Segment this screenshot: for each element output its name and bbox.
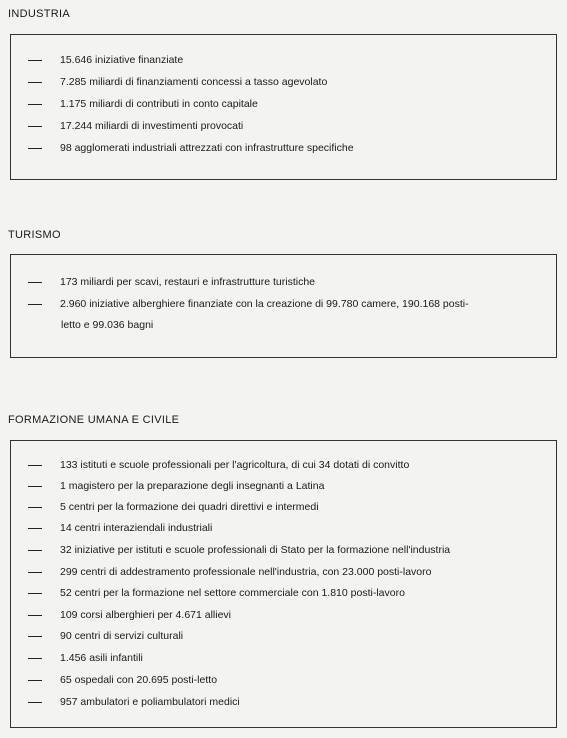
dash-icon <box>28 658 42 659</box>
list-item: 17.244 miliardi di investimenti provocati <box>28 118 548 134</box>
list-item: 109 corsi alberghieri per 4.671 allievi <box>28 607 548 623</box>
list-item: 98 agglomerati industriali attrezzati con infrastrutture specifiche <box>28 140 548 156</box>
list-item: 90 centri di servizi culturali <box>28 628 548 644</box>
industria-heading: INDUSTRIA <box>8 8 70 20</box>
list-item: 957 ambulatori e poliambulatori medici <box>28 694 548 710</box>
dash-icon <box>28 702 42 703</box>
dash-icon <box>28 148 42 149</box>
list-item-continuation: letto e 99.036 bagni <box>61 319 154 331</box>
list-item: 52 centri per la formazione nel settore commerciale con 1.810 posti-lavoro <box>28 585 548 601</box>
dash-icon <box>28 104 42 105</box>
dash-icon <box>28 593 42 594</box>
list-item: 7.285 miliardi di finanziamenti concessi a tasso agevolato <box>28 74 548 90</box>
dash-icon <box>28 60 42 61</box>
industria-box <box>10 34 557 180</box>
dash-icon <box>28 528 42 529</box>
dash-icon <box>28 304 42 305</box>
list-item: 1.456 asili infantili <box>28 650 548 666</box>
list-item: 32 iniziative per istituti e scuole professionali di Stato per la formazione nell'industria <box>28 542 548 558</box>
formazione-heading: FORMAZIONE UMANA E CIVILE <box>8 414 180 426</box>
dash-icon <box>28 680 42 681</box>
dash-icon <box>28 615 42 616</box>
list-item: 299 centri di addestramento professionale nell'industria, con 23.000 posti-lavoro <box>28 564 548 580</box>
dash-icon <box>28 550 42 551</box>
list-item: 15.646 iniziative finanziate <box>28 52 548 68</box>
dash-icon <box>28 636 42 637</box>
turismo-box <box>10 254 557 358</box>
list-item: 133 istituti e scuole professionali per l'agricoltura, di cui 34 dotati di convitto <box>28 457 548 473</box>
dash-icon <box>28 486 42 487</box>
formazione-box <box>10 440 557 728</box>
list-item: 14 centri interaziendali industriali <box>28 520 548 536</box>
list-item: 2.960 iniziative alberghiere finanziate con la creazione di 99.780 camere, 190.168 posti- <box>28 296 548 312</box>
list-item: 1 magistero per la preparazione degli insegnanti a Latina <box>28 478 548 494</box>
list-item: 1.175 miliardi di contributi in conto capitale <box>28 96 548 112</box>
turismo-heading: TURISMO <box>8 229 61 241</box>
dash-icon <box>28 282 42 283</box>
dash-icon <box>28 507 42 508</box>
list-item: 173 miliardi per scavi, restauri e infrastrutture turistiche <box>28 274 548 290</box>
dash-icon <box>28 572 42 573</box>
dash-icon <box>28 126 42 127</box>
dash-icon <box>28 465 42 466</box>
list-item: 65 ospedali con 20.695 posti-letto <box>28 672 548 688</box>
dash-icon <box>28 82 42 83</box>
list-item: 5 centri per la formazione dei quadri direttivi e intermedi <box>28 499 548 515</box>
